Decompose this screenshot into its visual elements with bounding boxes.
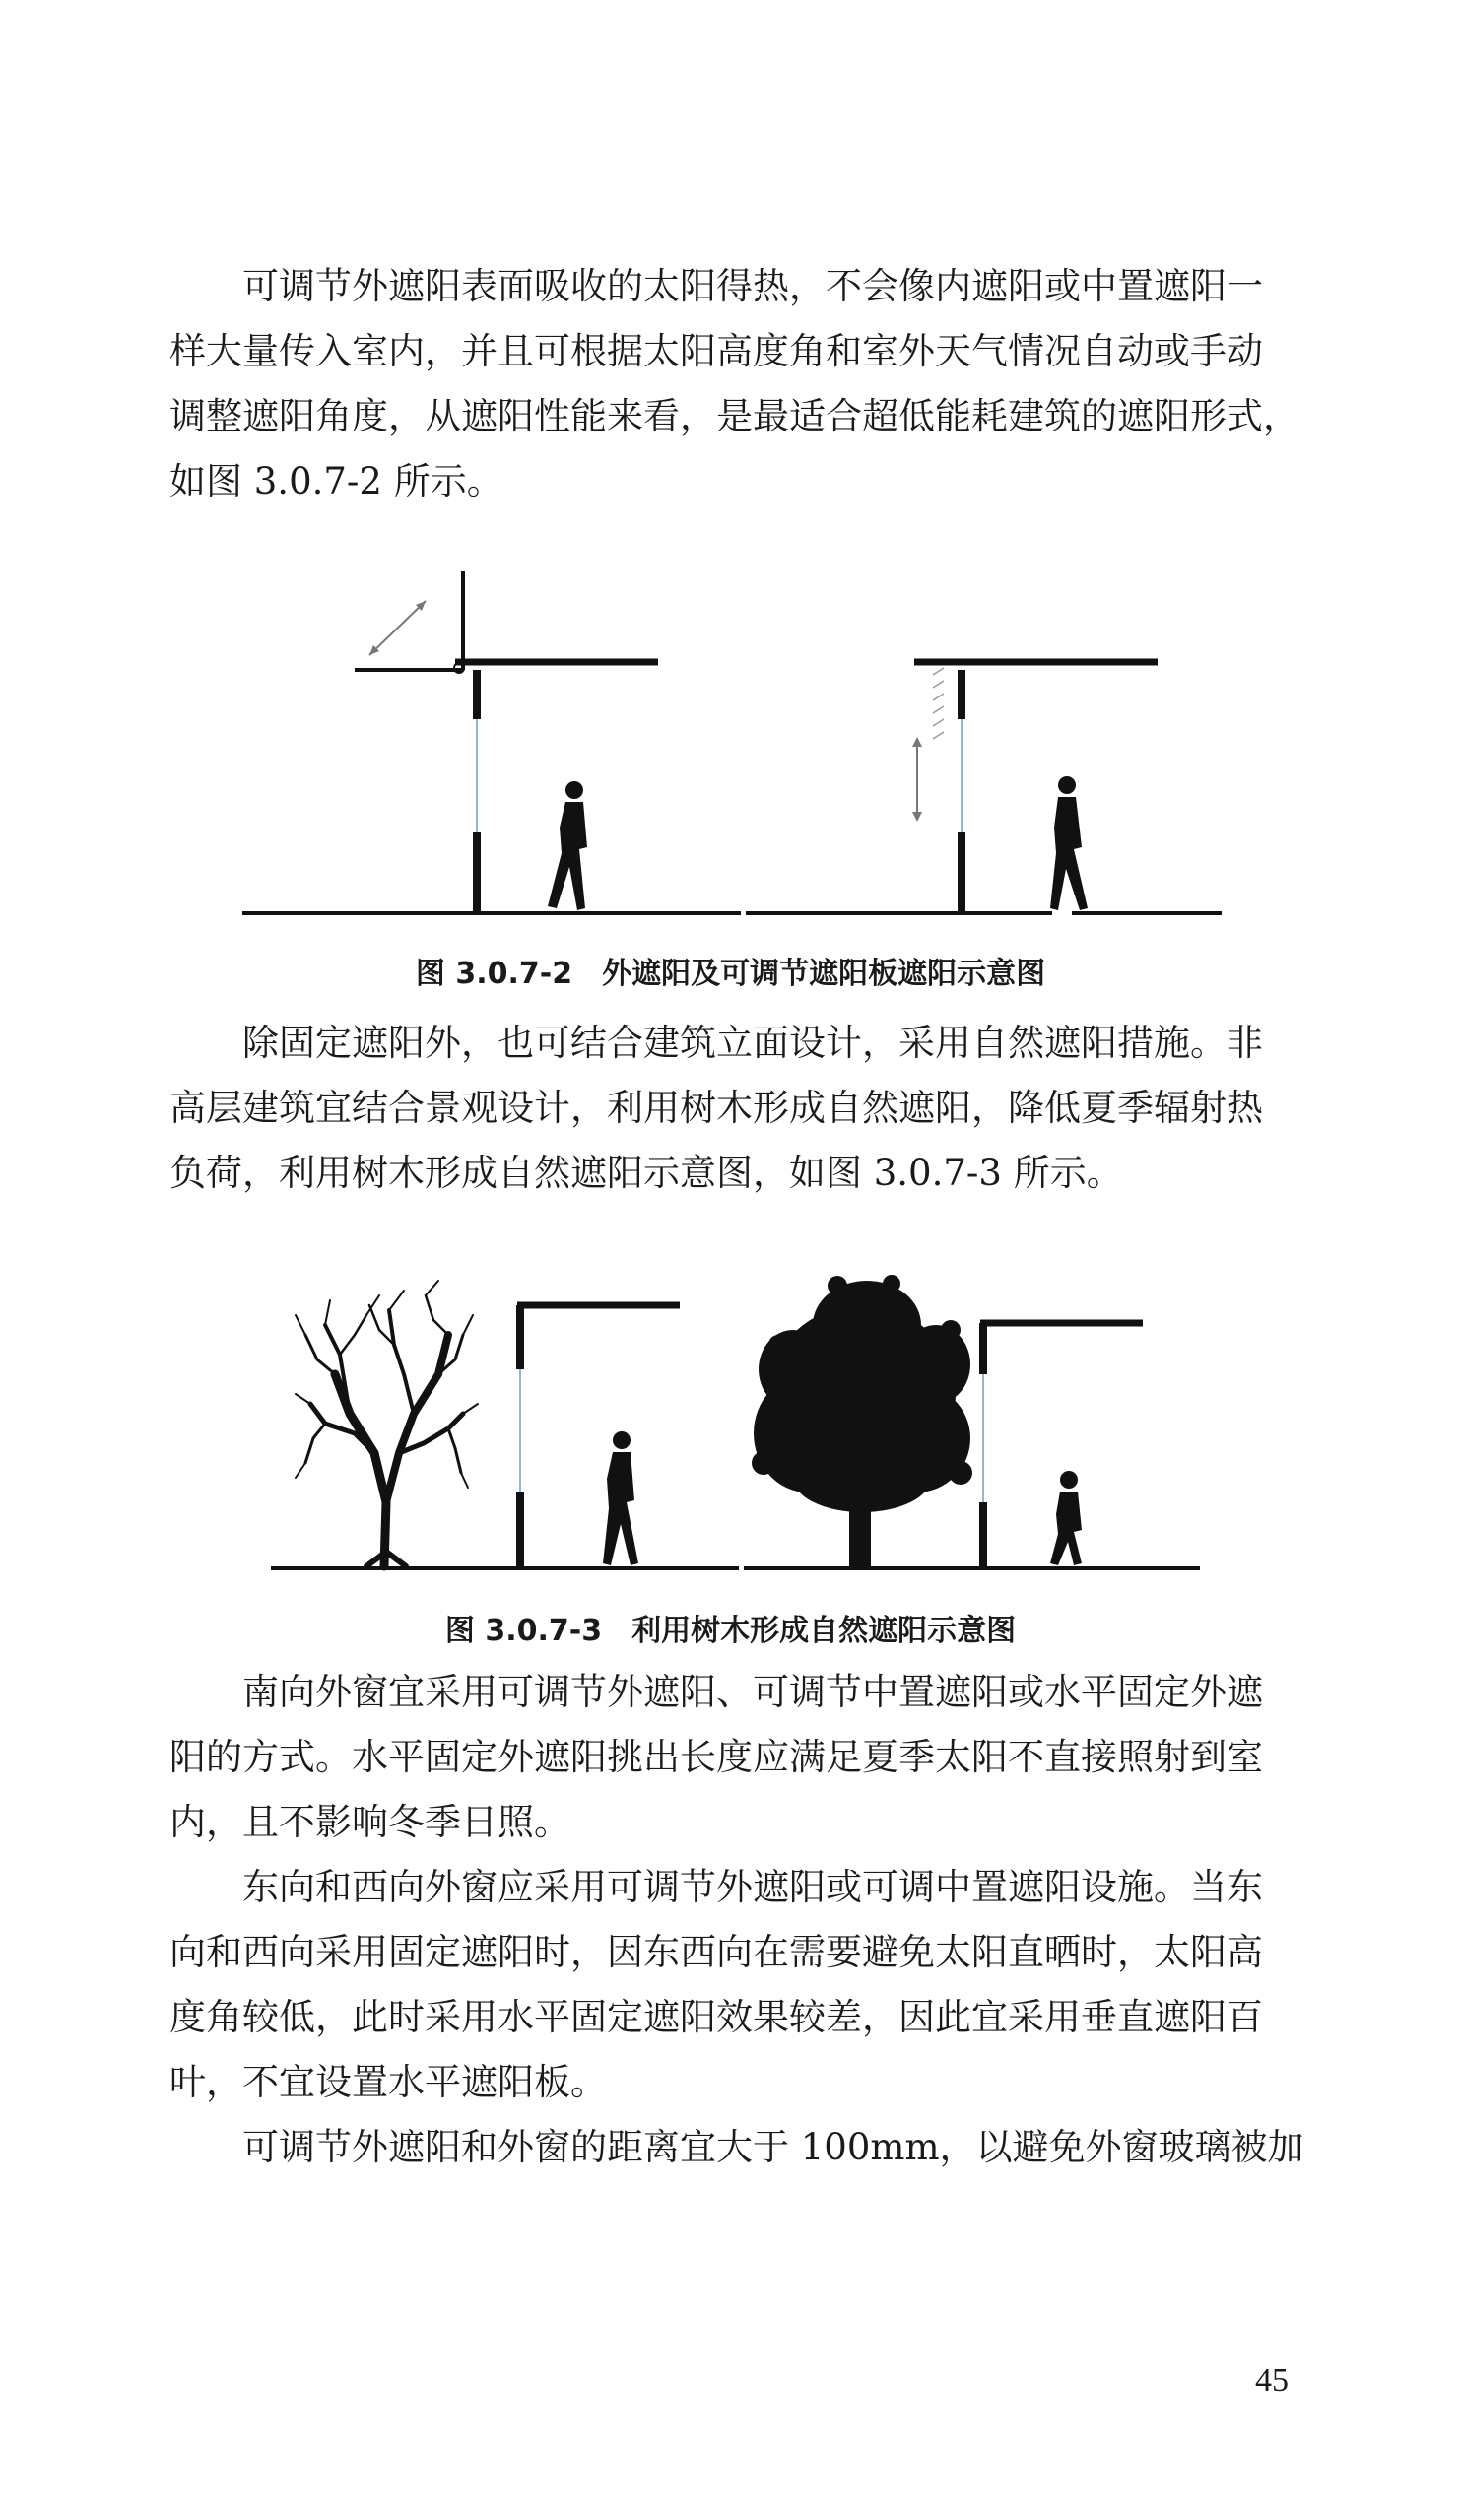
bare-tree-panel <box>271 1281 739 1568</box>
paragraph-line: 叶，不宜设置水平遮阳板。 <box>169 2061 607 2103</box>
paragraph-line: 负荷，利用树木形成自然遮阳示意图，如图 3.0.7-3 所示。 <box>169 1152 1123 1194</box>
leafy-tree-panel <box>744 1275 1200 1568</box>
paragraph-line: 东向和西向外窗应采用可调节外遮阳或可调中置遮阳设施。当东 <box>242 1866 1263 1908</box>
paragraph-1 <box>169 254 1302 514</box>
person-silhouette <box>548 781 587 910</box>
person-silhouette <box>1050 776 1088 910</box>
adjustable-shading-panel <box>242 571 741 913</box>
paragraph-line: 可调节外遮阳和外窗的距离宜大于 100mm，以避免外窗玻璃被加 <box>242 2126 1304 2168</box>
paragraph-line: 阳的方式。水平固定外遮阳挑出长度应满足夏季太阳不直接照射到室 <box>169 1736 1263 1778</box>
figure-3-0-7-3-illustration <box>0 1266 1461 1581</box>
paragraph-4 <box>169 1855 1302 2115</box>
paragraph-line: 高层建筑宜结合景观设计，利用树木形成自然遮阳，降低夏季辐射热 <box>169 1087 1263 1129</box>
paragraph-line: 可调节外遮阳表面吸收的太阳得热，不会像内遮阳或中置遮阳一 <box>242 265 1263 307</box>
paragraph-line: 南向外窗宜采用可调节外遮阳、可调节中置遮阳或水平固定外遮 <box>242 1671 1263 1713</box>
paragraph-line: 度角较低，此时采用水平固定遮阳效果较差，因此宜采用垂直遮阳百 <box>169 1996 1263 2038</box>
paragraph-line: 如图 3.0.7-2 所示。 <box>169 460 503 502</box>
paragraph-line: 除固定遮阳外，也可结合建筑立面设计，采用自然遮阳措施。非 <box>242 1022 1263 1064</box>
figure-caption-1: 图 3.0.7-2 外遮阳及可调节遮阳板遮阳示意图 <box>415 957 1046 991</box>
paragraph-5 <box>169 2115 1302 2180</box>
paragraph-3 <box>169 1660 1302 1855</box>
figure-caption-2: 图 3.0.7-3 利用树木形成自然遮阳示意图 <box>444 1614 1017 1648</box>
paragraph-2 <box>169 1011 1302 1206</box>
paragraph-line: 向和西向采用固定遮阳时，因东西向在需要避免太阳直晒时，太阳高 <box>169 1931 1263 1973</box>
person-silhouette <box>1050 1471 1082 1565</box>
page-number: 45 <box>1255 2362 1289 2399</box>
paragraph-line: 内，且不影响冬季日照。 <box>169 1801 570 1843</box>
paragraph-line: 样大量传入室内，并且可根据太阳高度角和室外天气情况自动或手动 <box>169 330 1263 372</box>
mid-shading-panel <box>746 662 1222 913</box>
figure-3-0-7-2-illustration <box>0 562 1461 936</box>
leafy-tree-icon <box>752 1275 972 1567</box>
paragraph-line: 调整遮阳角度，从遮阳性能来看，是最适合超低能耗建筑的遮阳形式， <box>169 395 1299 437</box>
bare-tree-icon <box>296 1281 478 1566</box>
person-silhouette <box>603 1431 638 1565</box>
